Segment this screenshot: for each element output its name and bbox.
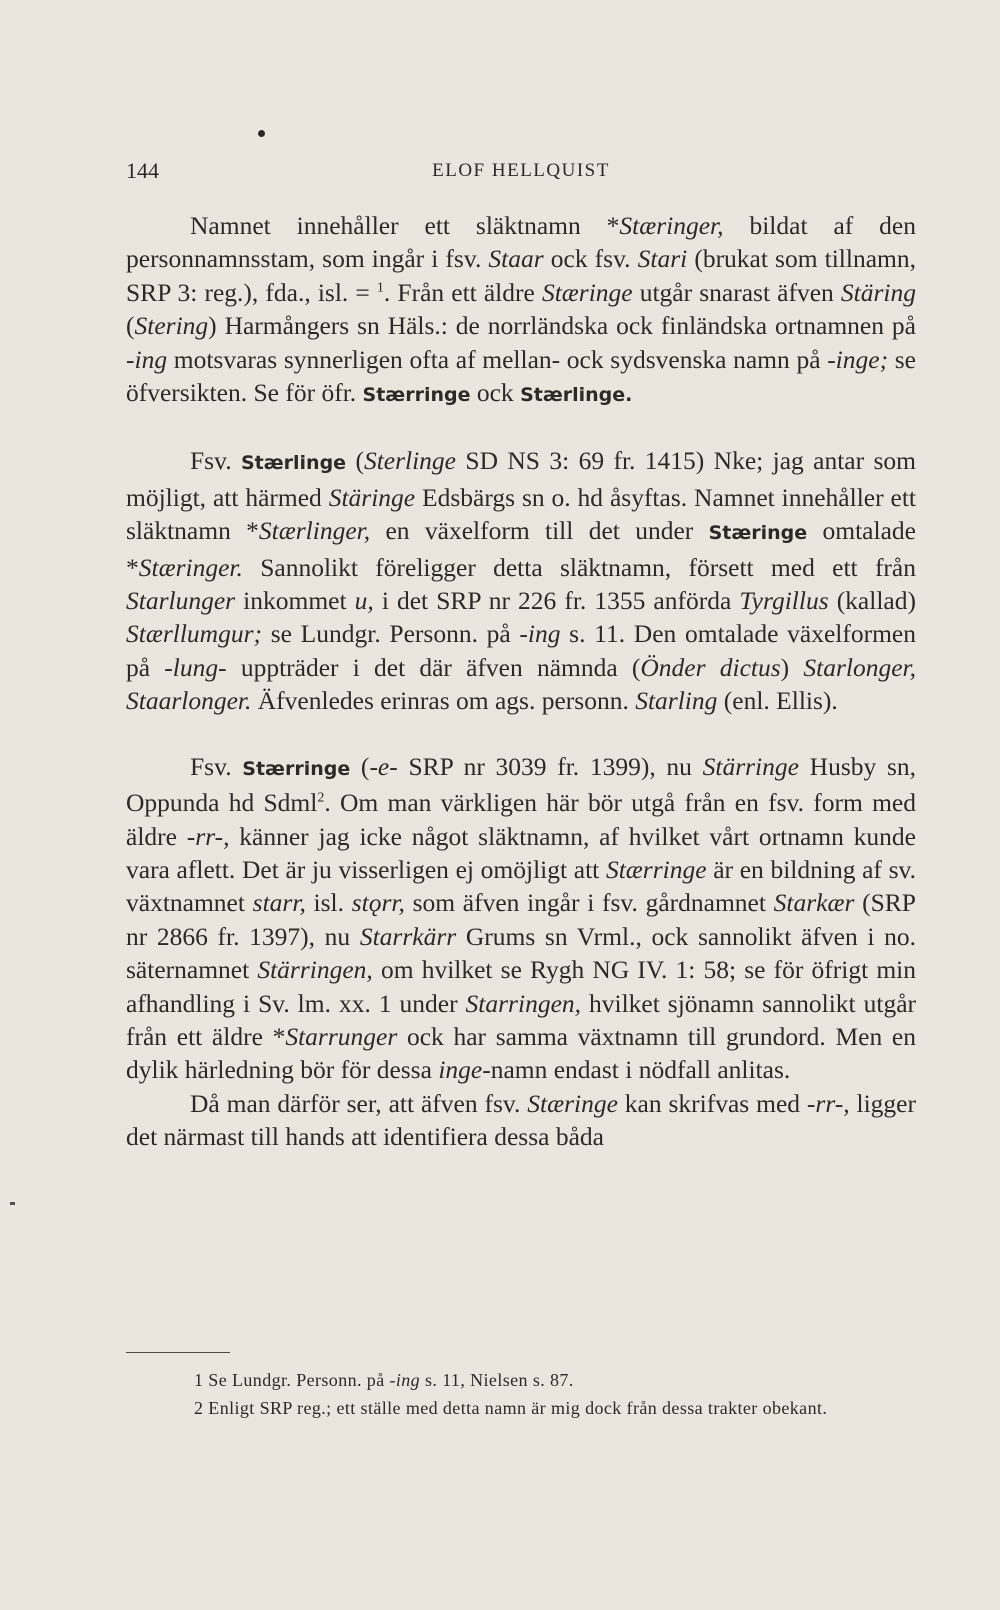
text-segment: Stæringer. [138,552,243,582]
text-segment: hvilket sjönamn sannolikt utgår från ett äldre * [126,988,917,1051]
text-segment: kan skrifvas med [617,1088,807,1118]
text-segment: är en bildning af sv. växtnamnet [126,854,916,918]
text-segment: Namnet innehåller ett släktnamn * [190,211,620,240]
paragraph-staeringe [126,209,916,412]
text-segment: Fsv. [190,751,243,781]
text-segment: inge [438,1055,483,1085]
text-segment: Stærlinge [240,452,347,475]
text-segment: Stæringe [708,522,808,545]
text-segment: bildat af den personnamnsstam, som ingår i fsv. [126,211,916,274]
text-segment: (kallad) [828,586,916,616]
text-segment: 1 [376,280,384,296]
text-segment: Stærringe [242,757,351,780]
text-segment: (brukat som tillnamn, SRP 3: reg.), fda., isl. = [126,244,917,307]
text-segment: Starringen, [465,988,582,1018]
text-segment: (enl. Ellis). [717,686,838,716]
text-segment: en växelform till det under [370,516,709,546]
footnote-text-segment: 2 Enligt SRP reg.; ett ställe med detta namn är mig dock från dessa trakter obekant. [194,1398,828,1418]
text-segment: . Från ett äldre [383,277,542,307]
text-segment: Önder dictus [640,652,781,682]
text-segment: ock fsv. [543,244,638,274]
footnote-1 [126,1366,916,1394]
text-segment: ( [126,311,135,341]
footnote-text-segment: 1 Se Lundgr. Personn. på [194,1370,390,1390]
text-segment: Stærllumgur; [126,619,263,649]
text-segment: Stari [637,244,688,274]
margin-mark [10,1202,15,1205]
footnote-rule [126,1352,230,1353]
text-segment: Äfvenledes erinras om ags. personn. [251,686,636,716]
text-segment: Sterlinge [363,446,457,476]
running-head: ELOF HELLQUIST [432,160,610,181]
text-segment: uppträder i det där äfven nämnda ( [226,652,641,682]
text-segment: ( [350,751,370,781]
text-segment: -e- [369,751,398,781]
text-segment: Edsbärgs sn o. hd åsyftas. Namnet innehåller ett släktnamn * [126,482,916,546]
footnote-2 [126,1394,916,1422]
text-segment: -rr-, [806,1088,850,1118]
text-segment: Starlunger [126,586,236,616]
text-segment: -inge; [827,344,889,374]
text-segment: Stærringe [605,854,707,884]
text-segment: som äfven ingår i fsv. gårdnamnet [404,888,774,918]
text-segment: känner jag icke något släktnamn, af hvilket vårt ortnamn kunde vara aflett. Det är ju visserligen ej omöjligt att [126,821,916,884]
text-segment: utgår snarast äfven [632,277,841,307]
text-segment: Stærlinger, [258,516,371,546]
text-segment: Sannolikt föreligger detta släktnamn, försett med ett från [242,552,916,582]
body-text [126,209,916,1154]
text-segment: Stärringen, [257,955,373,985]
text-segment: Stäringe [328,482,416,512]
footnote-text-segment: s. 11, Nielsen s. 87. [420,1370,574,1390]
text-segment: isl. [305,888,352,918]
text-segment: SD NS 3: 69 fr. 1415) Nke; jag antar som möjligt, att härmed [126,446,916,512]
text-segment: om hvilket se Rygh NG IV. 1: 58; se för öfrigt min afhandling i Sv. lm. xx. 1 under [126,955,916,1018]
text-segment: Husby sn, Oppunda hd Sdml [126,751,917,818]
paragraph-conclusion [126,1087,916,1154]
text-segment: ligger det närmast till hands att identifiera dessa båda [126,1088,916,1152]
text-segment: Stærlinge. [520,384,633,407]
text-segment: Grums sn Vrml., ock sannolikt äfven i no. säternamnet [126,921,917,985]
text-segment: Fsv. [190,446,241,476]
text-segment: se öfversikten. Se för öfr. [126,344,916,408]
text-segment: -namn endast i nödfall anlitas. [482,1055,791,1085]
text-segment: Stæringe [541,277,633,307]
text-segment: starr, [252,888,306,918]
page-number: 144 [126,158,159,183]
ink-dot [258,130,265,137]
text-segment: Starling [635,686,718,716]
text-segment: Starrunger [285,1021,398,1051]
text-segment: Stering [134,311,209,341]
footnotes [126,1366,916,1422]
footnote-text-segment: -ing [389,1370,421,1390]
text-segment: -lung- [164,652,227,682]
paragraph-staerlinge [126,444,916,717]
text-segment: Starkær [773,888,855,918]
text-segment: ) Harmångers sn Häls.: de norrländska ock finländska ortnamnen på [208,311,916,341]
text-segment: Starrkärr [359,921,457,951]
text-segment: (SRP nr 2866 fr. 1397), nu [126,888,916,951]
text-segment: Stäring [840,277,916,307]
text-segment: Då man därför ser, att äfven fsv. [190,1088,528,1118]
text-segment: i det SRP nr 226 fr. 1355 anförda [373,586,740,616]
text-segment: u, [354,586,374,616]
page-header [126,158,916,188]
text-segment: motsvaras synnerligen ofta af mellan- ock sydsvenska namn på [167,344,828,374]
text-segment: se Lundgr. Personn. på [262,619,520,649]
text-segment: . Om man värkligen här bör utgå från en fsv. form med äldre [126,788,916,851]
text-segment: Tyrgillus [739,586,829,616]
text-segment: 2 [317,790,325,806]
text-segment: Stæringe [527,1088,618,1118]
text-segment: Staar [488,244,544,274]
text-segment: ock [470,378,521,408]
paragraph-staerringe [126,750,916,1087]
text-segment: ( [346,446,364,476]
text-segment: Starlonger, Staarlonger. [126,652,916,716]
text-segment: SRP nr 3039 fr. 1399), nu [397,751,703,781]
text-segment: -rr-, [186,821,230,851]
text-segment: omtalade * [126,516,916,582]
text-segment: Stärringe [702,751,799,781]
text-segment: Stærringe [362,384,471,407]
text-segment: Stæringer, [619,211,724,240]
text-segment: ock har samma växtnamn till grundord. Men en dylik härledning bör för dessa [126,1021,916,1085]
text-segment: stǫrr, [351,888,405,918]
text-segment: -ing [126,344,168,374]
text-segment: inkommet [235,586,355,616]
text-segment: ) [780,652,804,682]
text-segment: -ing [519,619,561,649]
text-segment: s. 11. Den omtalade växelformen på [126,619,916,682]
